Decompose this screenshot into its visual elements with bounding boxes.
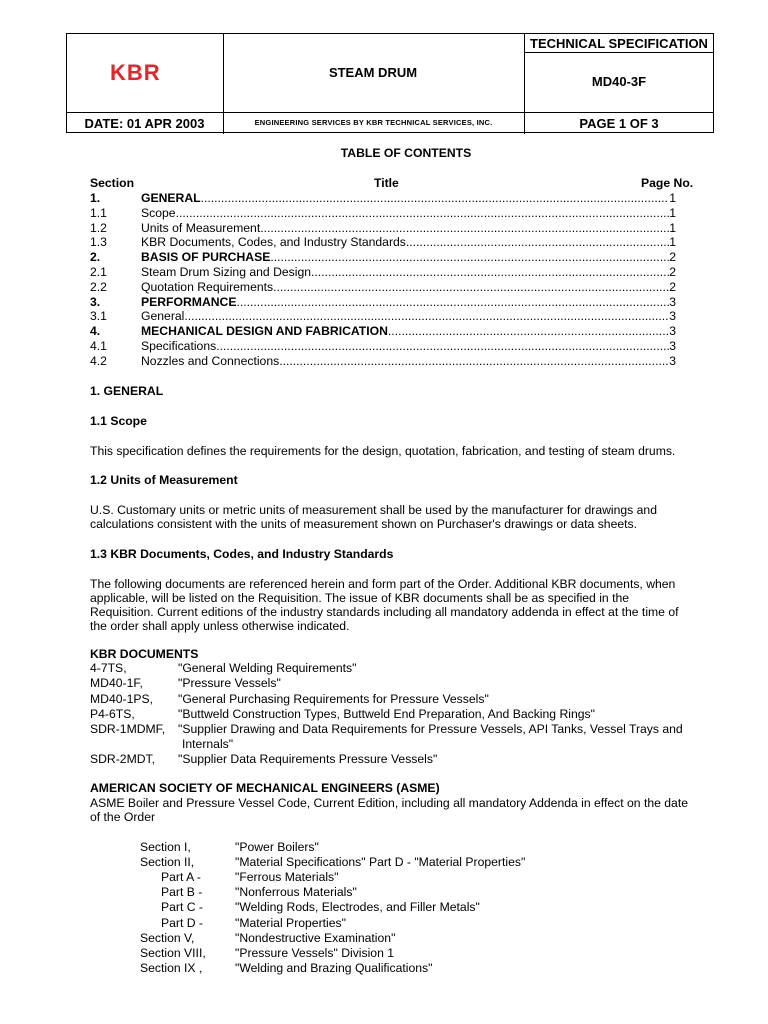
kbr-document-code: MD40-1F,	[90, 676, 143, 690]
kbr-document-code: 4-7TS,	[90, 661, 127, 675]
page-indicator: PAGE 1 OF 3	[579, 116, 659, 131]
spec-label: TECHNICAL SPECIFICATION	[530, 36, 708, 51]
asme-line-2: of the Order	[90, 810, 156, 824]
kbr-document-title: "General Welding Requirements"	[178, 661, 357, 675]
toc-leader-dots	[273, 280, 669, 295]
kbr-document-title: "Supplier Drawing and Data Requirements for Pressure Vessels, API Tanks, Vessel Trays and	[178, 722, 683, 736]
toc-entry-number: 2.	[90, 250, 101, 265]
toc-entry-number: 4.	[90, 324, 101, 339]
toc-entry[interactable]	[90, 191, 676, 206]
section-1-2-heading: 1.2 Units of Measurement	[90, 473, 238, 487]
asme-section-title: "Welding Rods, Electrodes, and Filler Metals"	[235, 900, 480, 915]
documents-line-3: Requisition. Current editions of the industry standards including all mandatory addenda in effect at the time of	[90, 605, 679, 619]
engineering-services-label: ENGINEERING SERVICES BY KBR TECHNICAL SERVICES, INC.	[254, 118, 493, 127]
toc-entry-title: Units of Measurement	[141, 220, 261, 235]
kbr-logo: KBR	[110, 60, 161, 85]
toc-entry-title: General	[141, 309, 185, 324]
units-line-1: U.S. Customary units or metric units of measurement shall be used by the manufacturer for drawings and	[90, 503, 657, 517]
asme-section-code: Part A -	[161, 870, 201, 885]
kbr-document-title: Internals"	[182, 737, 234, 751]
asme-paragraph	[90, 796, 722, 824]
toc-entry[interactable]	[90, 235, 676, 250]
toc-entry-number: 1.1	[90, 205, 107, 220]
asme-section-title: "Material Specifications" Part D - "Material Properties"	[235, 855, 526, 870]
toc-entry[interactable]	[90, 354, 676, 369]
asme-section-code: Section II,	[140, 855, 195, 870]
toc-leader-dots	[279, 354, 669, 369]
asme-section-title: "Welding and Brazing Qualifications"	[235, 960, 433, 975]
kbr-document-title: "Supplier Data Requirements Pressure Vessels"	[178, 752, 438, 766]
toc-entry[interactable]	[90, 324, 676, 339]
toc-entry-page: 1	[669, 235, 676, 250]
toc-entry[interactable]	[90, 280, 676, 295]
asme-section-code: Part B -	[161, 885, 203, 900]
asme-section-code: Section IX ,	[140, 960, 203, 975]
toc-entry-number: 1.3	[90, 235, 107, 250]
documents-line-4: the order shall apply unless otherwise indicated.	[90, 619, 350, 633]
toc-entry-page: 2	[669, 265, 676, 279]
asme-section-title: "Nonferrous Materials"	[235, 885, 357, 900]
asme-section-code: Section I,	[140, 840, 191, 854]
toc-entry-number: 1.2	[90, 220, 107, 235]
toc-leader-dots	[184, 309, 669, 324]
toc-entry-number: 3.	[90, 294, 101, 309]
toc-entry[interactable]	[90, 309, 676, 324]
toc-col-page: Page No.	[641, 176, 694, 190]
toc-entry-number: 4.1	[90, 339, 107, 353]
asme-section-title: "Power Boilers"	[235, 840, 319, 854]
toc-entry[interactable]	[90, 250, 676, 265]
asme-line-1: ASME Boiler and Pressure Vessel Code, Current Edition, including all mandatory Addenda in effect on the date	[90, 796, 688, 810]
toc-entry-title: PERFORMANCE	[141, 294, 237, 309]
scope-paragraph: This specification defines the requirements for the design, quotation, fabrication, and testing of steam drums.	[90, 444, 676, 458]
toc-entry[interactable]	[90, 339, 676, 354]
documents-paragraph	[90, 577, 722, 633]
documents-line-2: applicable, will be listed on the Requisition. The issue of KBR documents shall be as specified in the	[90, 591, 630, 605]
toc-leader-dots	[406, 235, 669, 250]
toc-title: TABLE OF CONTENTS	[340, 146, 472, 160]
toc-entry-page: 3	[669, 353, 676, 368]
toc-entry-page: 3	[669, 309, 676, 324]
kbr-document-title: "General Purchasing Requirements for Pressure Vessels"	[178, 692, 489, 706]
toc-entry-page: 1	[669, 220, 676, 235]
asme-section-code: Part D -	[161, 915, 203, 930]
documents-line-1: The following documents are referenced herein and form part of the Order. Additional KBR documents, when	[90, 577, 676, 591]
kbr-document-title: "Buttweld Construction Types, Buttweld End Preparation, And Backing Rings"	[178, 707, 595, 721]
toc-leader-dots	[216, 339, 669, 354]
toc-leader-dots	[260, 221, 669, 236]
toc-entry-number: 3.1	[90, 309, 107, 324]
toc-entry-page: 2	[669, 250, 676, 265]
asme-section-code: Section VIII,	[140, 945, 206, 960]
toc-entry-title: Specifications	[141, 339, 217, 353]
toc-leader-dots	[270, 250, 669, 265]
toc-leader-dots	[311, 265, 669, 280]
kbr-document-code: P4-6TS,	[90, 707, 135, 721]
toc-col-section: Section	[90, 176, 135, 190]
kbr-document-code: MD40-1PS,	[90, 692, 153, 706]
asme-section-title: "Ferrous Materials"	[235, 870, 339, 885]
toc-entry[interactable]	[90, 295, 676, 310]
units-line-2: calculations consistent with the units of measurement shown on Purchaser's drawings or data sheets.	[90, 517, 637, 531]
toc-entry[interactable]	[90, 221, 676, 236]
toc-leader-dots	[176, 206, 670, 221]
toc-entry[interactable]	[90, 206, 676, 221]
toc-col-title: Title	[374, 176, 399, 190]
toc-entry-page: 3	[669, 294, 676, 309]
toc-entry-number: 4.2	[90, 353, 107, 368]
document-title: STEAM DRUM	[328, 65, 418, 80]
section-1-1-heading: 1.1 Scope	[90, 414, 147, 428]
toc-entry-title: Quotation Requirements	[141, 279, 274, 294]
toc-entry-page: 2	[669, 279, 676, 294]
kbr-document-code: SDR-1MDMF,	[90, 722, 166, 736]
toc-entry-title: KBR Documents, Codes, and Industry Standards	[141, 235, 406, 250]
toc-entry-page: 3	[669, 324, 676, 339]
toc-entry-number: 1.	[90, 191, 101, 205]
kbr-documents-heading: KBR DOCUMENTS	[90, 647, 199, 661]
toc-leader-dots	[236, 295, 669, 310]
asme-heading: AMERICAN SOCIETY OF MECHANICAL ENGINEERS (ASME)	[90, 781, 440, 795]
toc-entry-page: 3	[669, 339, 676, 353]
document-date: DATE: 01 APR 2003	[84, 116, 205, 131]
asme-section-code: Section V,	[140, 930, 195, 945]
units-paragraph	[90, 503, 722, 531]
kbr-document-title: "Pressure Vessels"	[178, 676, 281, 690]
toc-leader-dots	[201, 191, 670, 206]
toc-entry-page: 1	[669, 205, 676, 220]
section-1-heading: 1. GENERAL	[90, 384, 164, 398]
toc-leader-dots	[388, 324, 669, 339]
toc-entry-title: MECHANICAL DESIGN AND FABRICATION	[141, 324, 388, 339]
asme-section-code: Part C -	[161, 900, 203, 915]
toc-entry-number: 2.1	[90, 265, 107, 279]
asme-section-title: "Material Properties"	[235, 915, 346, 930]
asme-section-title: "Nondestructive Examination"	[235, 930, 396, 945]
toc-entry-title: BASIS OF PURCHASE	[141, 250, 271, 265]
toc-entry-title: Nozzles and Connections	[141, 353, 280, 368]
asme-section-title: "Pressure Vessels" Division 1	[235, 945, 395, 960]
toc-entry-number: 2.2	[90, 279, 107, 294]
toc-entry-title: Steam Drum Sizing and Design	[141, 265, 312, 279]
section-1-3-heading: 1.3 KBR Documents, Codes, and Industry Standards	[90, 547, 394, 561]
toc-entry-title: GENERAL	[141, 191, 201, 205]
toc-entry-title: Scope	[141, 205, 176, 220]
spec-number: MD40-3F	[591, 74, 647, 89]
kbr-document-code: SDR-2MDT,	[90, 752, 156, 766]
toc-entry[interactable]	[90, 265, 676, 280]
toc-entry-page: 1	[669, 191, 676, 205]
